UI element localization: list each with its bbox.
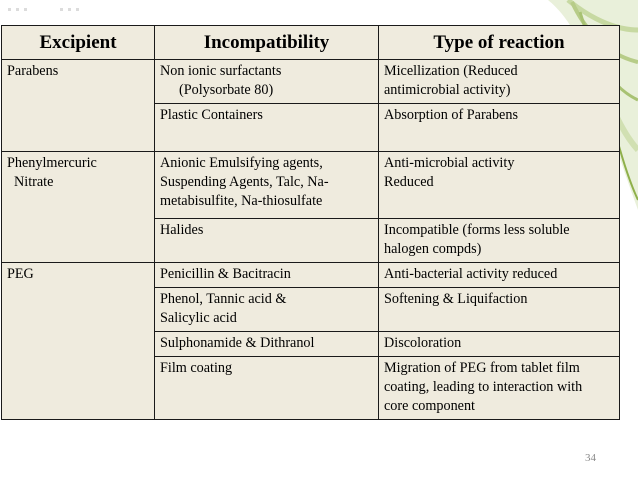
- page-number: 34: [585, 452, 596, 464]
- incompatibility-cell: [155, 263, 379, 288]
- excipient-text: Nitrate: [14, 174, 54, 190]
- reaction-text: coating, leading to interaction with: [384, 379, 583, 395]
- reaction-text: Softening & Liquifaction: [384, 291, 528, 307]
- incompatibility-text: (Polysorbate 80): [179, 82, 274, 98]
- reaction-cell: [379, 288, 620, 332]
- reaction-text: Migration of PEG from tablet film: [384, 360, 580, 376]
- incompatibility-text: Suspending Agents, Talc, Na-: [160, 174, 329, 190]
- reaction-text: Anti-microbial activity: [384, 155, 515, 171]
- incompatibility-cell: [155, 104, 379, 152]
- incompatibility-text: Penicillin & Bacitracin: [160, 266, 291, 282]
- table-row: [2, 60, 620, 104]
- incompatibility-cell: [155, 60, 379, 104]
- reaction-cell: [379, 332, 620, 357]
- reaction-cell: [379, 60, 620, 104]
- incompatibility-cell: [155, 332, 379, 357]
- incompatibility-text: Halides: [160, 222, 204, 238]
- reaction-cell: [379, 263, 620, 288]
- incompatibility-cell: [155, 288, 379, 332]
- table-header-row: [2, 26, 620, 60]
- incompatibility-text: Sulphonamide & Dithranol: [160, 335, 315, 351]
- header-type-of-reaction: Type of reaction: [379, 26, 620, 60]
- incompatibility-text: Salicylic acid: [160, 310, 237, 326]
- table-row: [2, 152, 620, 219]
- excipient-text: Phenylmercuric: [7, 155, 97, 171]
- reaction-text: halogen compds): [384, 241, 482, 257]
- reaction-text: Discoloration: [384, 335, 462, 351]
- excipient-cell: [2, 152, 155, 263]
- reaction-cell: [379, 152, 620, 219]
- reaction-text: Micellization (Reduced: [384, 63, 518, 79]
- incompatibility-text: Plastic Containers: [160, 107, 263, 123]
- excipient-cell: [2, 60, 155, 152]
- reaction-cell: [379, 104, 620, 152]
- reaction-text: antimicrobial activity): [384, 82, 511, 98]
- reaction-text: core component: [384, 398, 475, 414]
- reaction-cell: [379, 357, 620, 420]
- excipient-text: PEG: [7, 266, 34, 282]
- header-incompatibility: Incompatibility: [155, 26, 379, 60]
- header-excipient: Excipient: [2, 26, 155, 60]
- incompatibility-table: [1, 25, 620, 420]
- excipient-text: Parabens: [7, 63, 59, 79]
- incompatibility-text: Phenol, Tannic acid &: [160, 291, 287, 307]
- incompatibility-cell: [155, 219, 379, 263]
- incompatibility-text: Anionic Emulsifying agents,: [160, 155, 323, 171]
- reaction-text: Absorption of Parabens: [384, 107, 518, 123]
- reaction-cell: [379, 219, 620, 263]
- incompatibility-text: metabisulfite, Na-thiosulfate: [160, 193, 323, 209]
- incompatibility-cell: [155, 357, 379, 420]
- reaction-text: Anti-bacterial activity reduced: [384, 266, 558, 282]
- reaction-text: Incompatible (forms less soluble: [384, 222, 570, 238]
- table-row: [2, 263, 620, 288]
- excipient-cell: [2, 263, 155, 420]
- reaction-text: Reduced: [384, 174, 434, 190]
- incompatibility-text: Non ionic surfactants: [160, 63, 282, 79]
- incompatibility-cell: [155, 152, 379, 219]
- incompatibility-text: Film coating: [160, 360, 233, 376]
